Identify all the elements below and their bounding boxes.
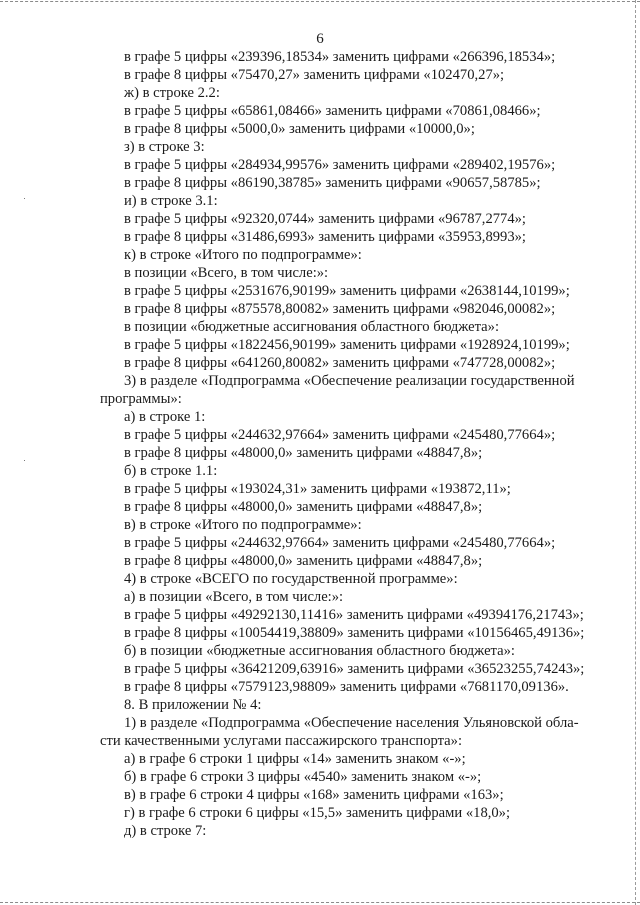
text-line: в) в строке «Итого по подпрограмме»: xyxy=(124,517,362,533)
text-line: в графе 8 цифры «48000,0» заменить цифрами «48847,8»; xyxy=(124,553,483,569)
page-number: 6 xyxy=(316,31,324,47)
text-line: в графе 8 цифры «31486,6993» заменить цифрами «35953,8993»; xyxy=(124,229,526,245)
text-line: в графе 5 цифры «284934,99576» заменить цифрами «289402,19576»; xyxy=(124,157,556,173)
scan-border-top xyxy=(0,1,640,2)
text-line: в графе 5 цифры «1822456,90199» заменить цифрами «1928924,10199»; xyxy=(124,337,570,353)
text-line: в графе 5 цифры «244632,97664» заменить цифрами «245480,77664»; xyxy=(124,535,556,551)
text-line: в графе 5 цифры «36421209,63916» заменить цифрами «36523255,74243»; xyxy=(124,661,585,677)
text-line: в графе 8 цифры «10054419,38809» заменить цифрами «10156465,49136»; xyxy=(124,625,585,641)
text-line: в графе 5 цифры «2531676,90199» заменить цифрами «2638144,10199»; xyxy=(124,283,570,299)
text-line: ж) в строке 2.2: xyxy=(124,85,220,101)
scan-border-right xyxy=(635,0,636,905)
text-line: з) в строке 3: xyxy=(124,139,205,155)
text-line: и) в строке 3.1: xyxy=(124,193,218,209)
text-line: в графе 8 цифры «875578,80082» заменить цифрами «982046,00082»; xyxy=(124,301,556,317)
text-line: в графе 5 цифры «239396,18534» заменить цифрами «266396,18534»; xyxy=(124,49,556,65)
text-line: в графе 8 цифры «48000,0» заменить цифрами «48847,8»; xyxy=(124,499,483,515)
scan-speck xyxy=(24,460,25,461)
text-line: сти качественными услугами пассажирского транспорта»: xyxy=(100,733,463,749)
text-line: программы»: xyxy=(100,391,182,407)
text-line: к) в строке «Итого по подпрограмме»: xyxy=(124,247,362,263)
text-line: д) в строке 7: xyxy=(124,823,207,839)
text-line: в графе 8 цифры «48000,0» заменить цифрами «48847,8»; xyxy=(124,445,483,461)
text-line: а) в позиции «Всего, в том числе:»: xyxy=(124,589,344,605)
text-line: б) в графе 6 строки 3 цифры «4540» заменить знаком «-»; xyxy=(124,769,482,785)
text-line: в позиции «бюджетные ассигнования областного бюджета»: xyxy=(124,319,499,335)
text-line: в графе 5 цифры «65861,08466» заменить цифрами «70861,08466»; xyxy=(124,103,541,119)
text-line: в графе 5 цифры «92320,0744» заменить цифрами «96787,2774»; xyxy=(124,211,526,227)
text-line: г) в графе 6 строки 6 цифры «15,5» заменить цифрами «18,0»; xyxy=(124,805,511,821)
text-line: 8. В приложении № 4: xyxy=(124,697,262,713)
text-line: а) в графе 6 строки 1 цифры «14» заменить знаком «-»; xyxy=(124,751,466,767)
text-line: в графе 8 цифры «5000,0» заменить цифрами «10000,0»; xyxy=(124,121,475,137)
text-line: в графе 8 цифры «86190,38785» заменить цифрами «90657,58785»; xyxy=(124,175,541,191)
text-line: 4) в строке «ВСЕГО по государственной программе»: xyxy=(124,571,458,587)
text-line: 1) в разделе «Подпрограмма «Обеспечение населения Ульяновской обла- xyxy=(124,715,579,731)
text-line: 3) в разделе «Подпрограмма «Обеспечение реализации государственной xyxy=(124,373,575,389)
text-line: б) в позиции «бюджетные ассигнования областного бюджета»: xyxy=(124,643,515,659)
text-line: в позиции «Всего, в том числе:»: xyxy=(124,265,329,281)
text-line: в) в графе 6 строки 4 цифры «168» заменить цифрами «163»; xyxy=(124,787,504,803)
text-line: в графе 5 цифры «193024,31» заменить цифрами «193872,11»; xyxy=(124,481,511,497)
text-line: а) в строке 1: xyxy=(124,409,206,425)
scan-speck xyxy=(24,198,25,199)
text-line: в графе 8 цифры «641260,80082» заменить цифрами «747728,00082»; xyxy=(124,355,556,371)
text-line: в графе 5 цифры «244632,97664» заменить цифрами «245480,77664»; xyxy=(124,427,556,443)
text-line: б) в строке 1.1: xyxy=(124,463,218,479)
text-line: в графе 5 цифры «49292130,11416» заменить цифрами «49394176,21743»; xyxy=(124,607,584,623)
text-line: в графе 8 цифры «7579123,98809» заменить цифрами «7681170,09136». xyxy=(124,679,569,695)
text-line: в графе 8 цифры «75470,27» заменить цифрами «102470,27»; xyxy=(124,67,505,83)
scan-border-bottom xyxy=(0,902,640,903)
